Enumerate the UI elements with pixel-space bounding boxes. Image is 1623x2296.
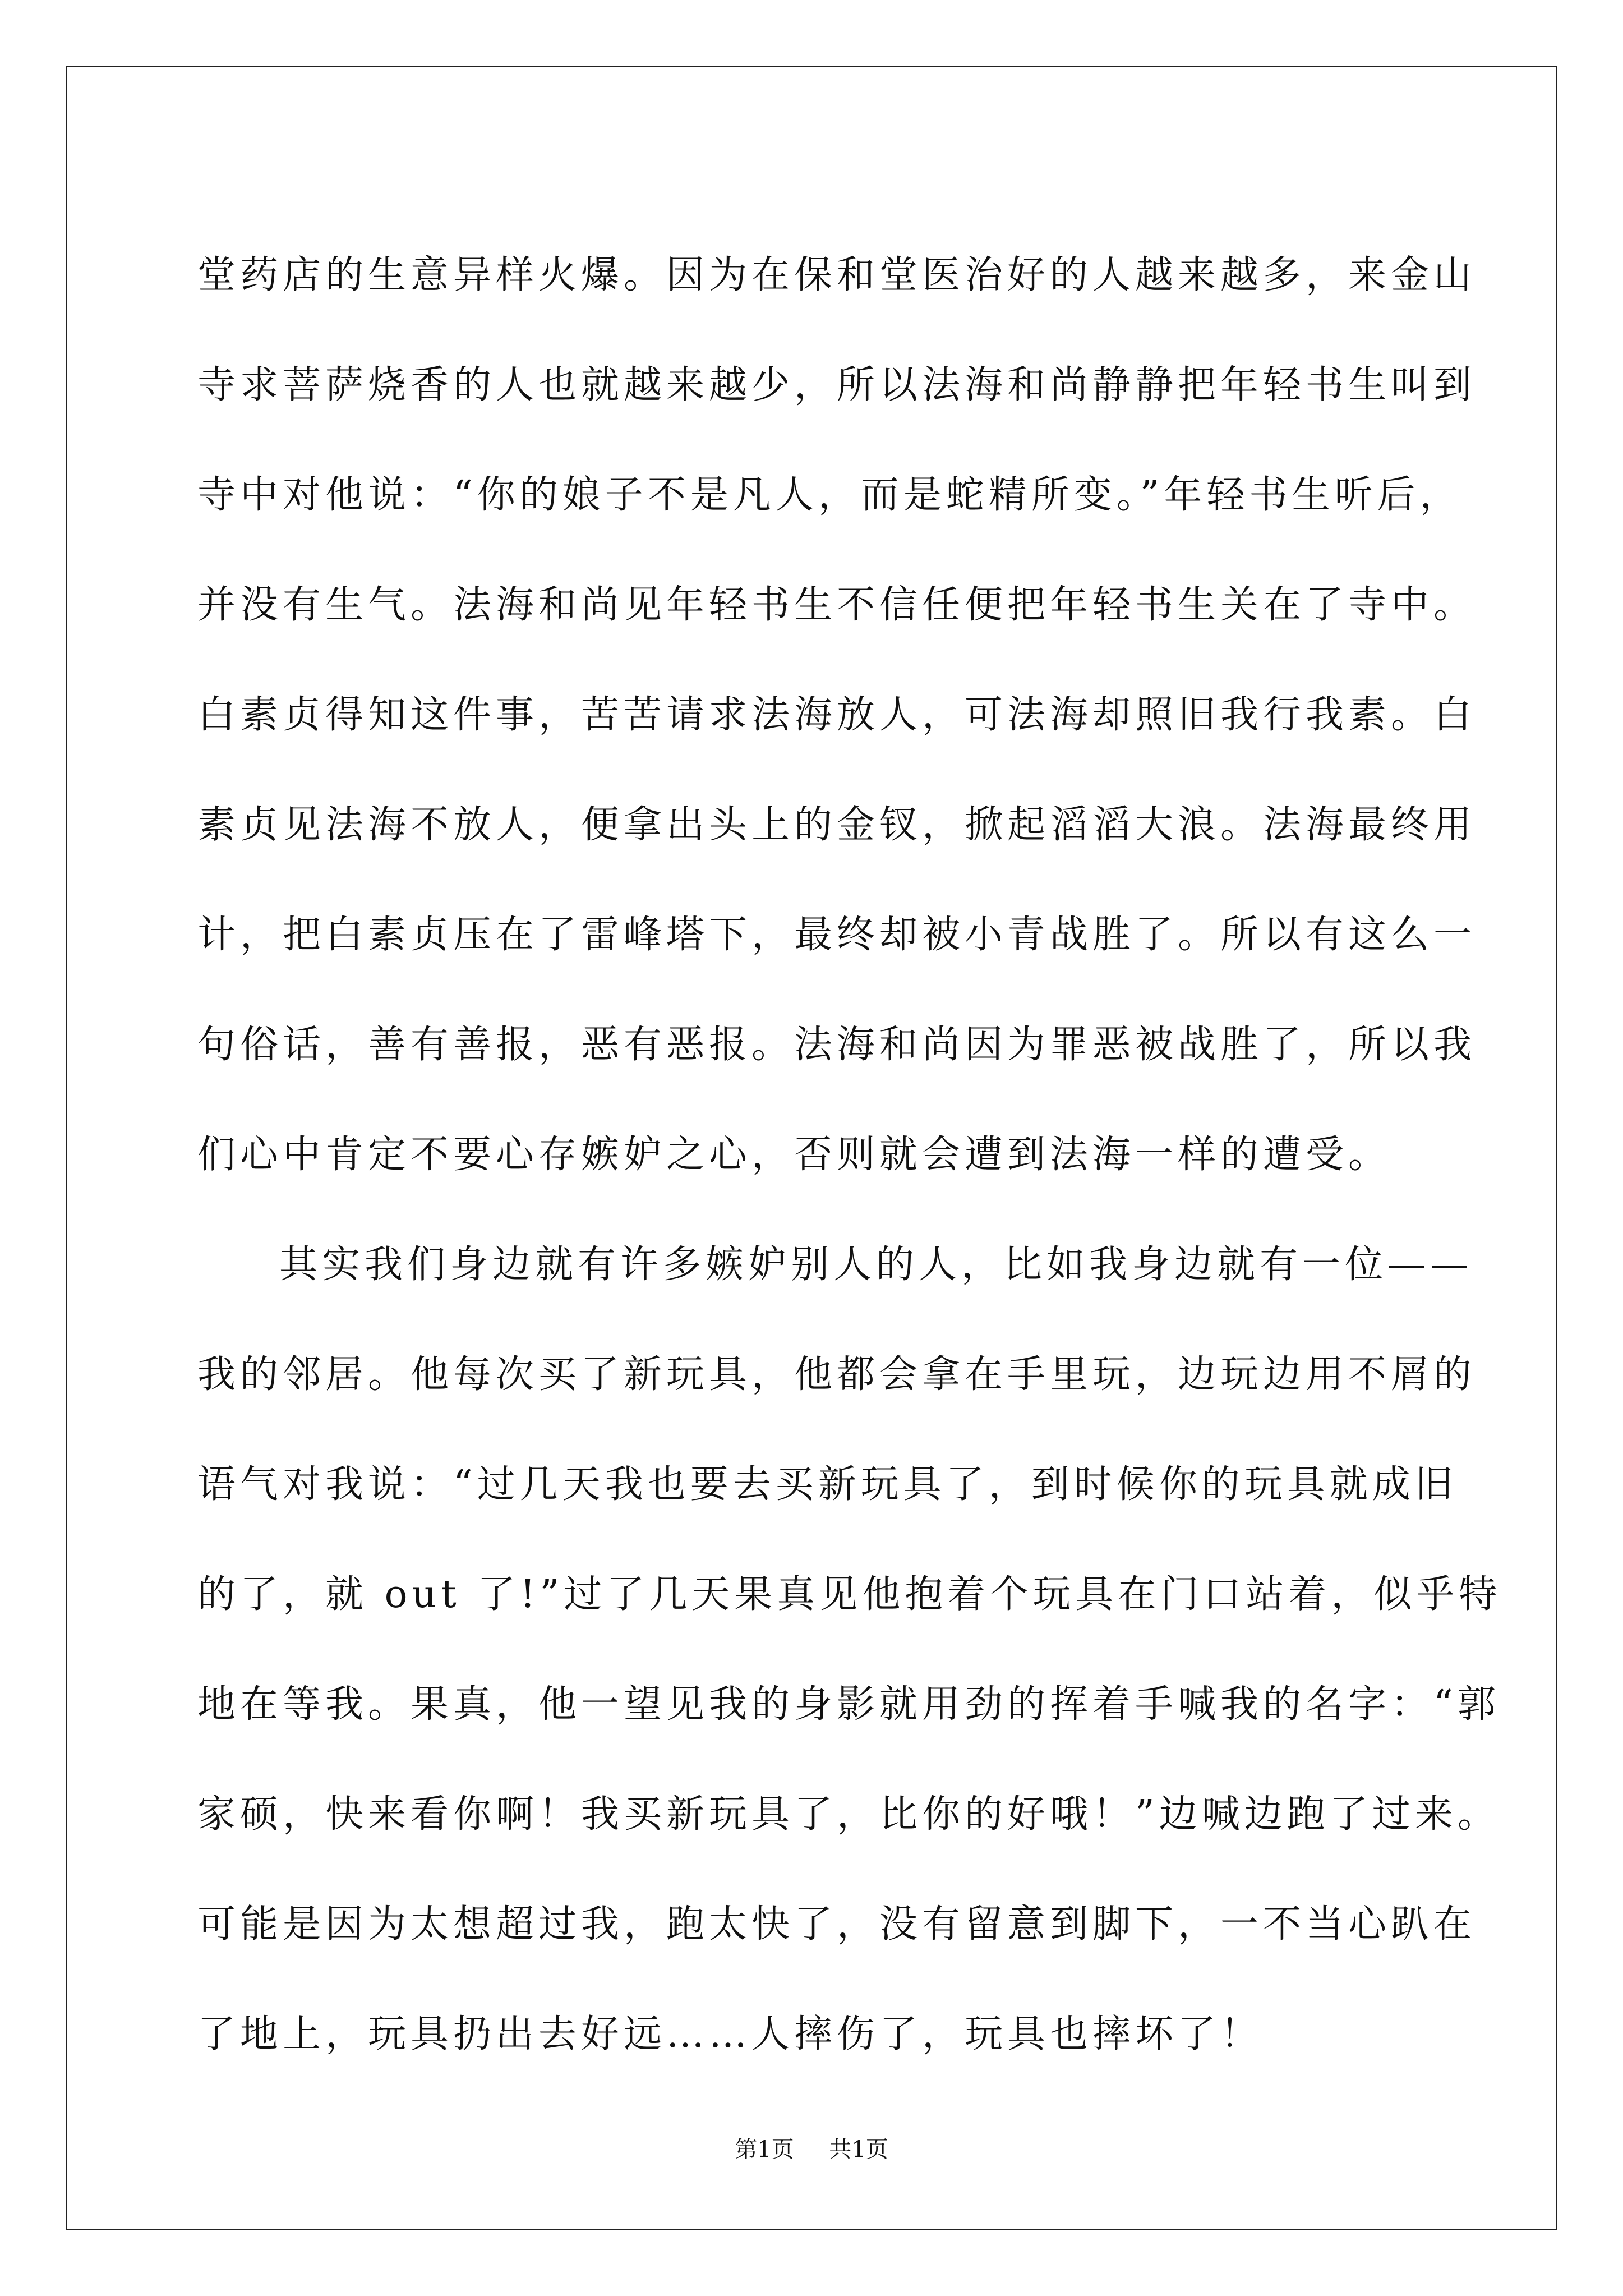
text-line: 可能是因为太想超过我，跑太快了，没有留意到脚下，一不当心趴在: [197, 1902, 1477, 1947]
paragraph-start-line: 其实我们身边就有许多嫉妒别人的人，比如我身边就有一位——: [279, 1243, 1473, 1287]
text-line: 语气对我说：“过几天我也要去买新玩具了，到时候你的玩具就成旧: [197, 1462, 1458, 1507]
document-body: [197, 220, 1502, 2090]
text-line: 我的邻居。他每次买了新玩具，他都会拿在手里玩，边玩边用不屑的: [197, 1352, 1477, 1397]
text-line: 白素贞得知这件事，苦苦请求法海放人，可法海却照旧我行我素。白: [197, 693, 1477, 737]
text-line: 寺求菩萨烧香的人也就越来越少，所以法海和尚静静把年轻书生叫到: [197, 363, 1477, 407]
text-line: 句俗话，善有善报，恶有恶报。法海和尚因为罪恶被战胜了，所以我: [197, 1023, 1477, 1067]
text-line: 的了，就 out 了!”过了几天果真见他抱着个玩具在门口站着，似乎特: [197, 1572, 1502, 1617]
text-line: 素贞见法海不放人，便拿出头上的金钗，掀起滔滔大浪。法海最终用: [197, 803, 1477, 847]
text-line: 们心中肯定不要心存嫉妒之心，否则就会遭到法海一样的遭受。: [197, 1133, 1391, 1177]
page-footer: [0, 2132, 1623, 2164]
text-line: 地在等我。果真，他一望见我的身影就用劲的挥着手喊我的名字：“郭: [197, 1682, 1500, 1727]
text-line: 了地上，玩具扔出去好远……人摔伤了，玩具也摔坏了！: [197, 2012, 1264, 2056]
text-line: 堂药店的生意异样火爆。因为在保和堂医治好的人越来越多，来金山: [197, 253, 1477, 297]
text-line: 家硕，快来看你啊！我买新玩具了，比你的好哦！”边喊边跑了过来。: [197, 1792, 1500, 1837]
text-line: 寺中对他说：“你的娘子不是凡人，而是蛇精所变。”年轻书生听后，: [197, 473, 1463, 517]
text-line: 计，把白素贞压在了雷峰塔下，最终却被小青战胜了。所以有这么一: [197, 913, 1477, 957]
page-number-total: 共1页: [829, 2137, 888, 2162]
page-number-current: 第1页: [735, 2137, 794, 2162]
text-line: 并没有生气。法海和尚见年轻书生不信任便把年轻书生关在了寺中。: [197, 583, 1477, 627]
